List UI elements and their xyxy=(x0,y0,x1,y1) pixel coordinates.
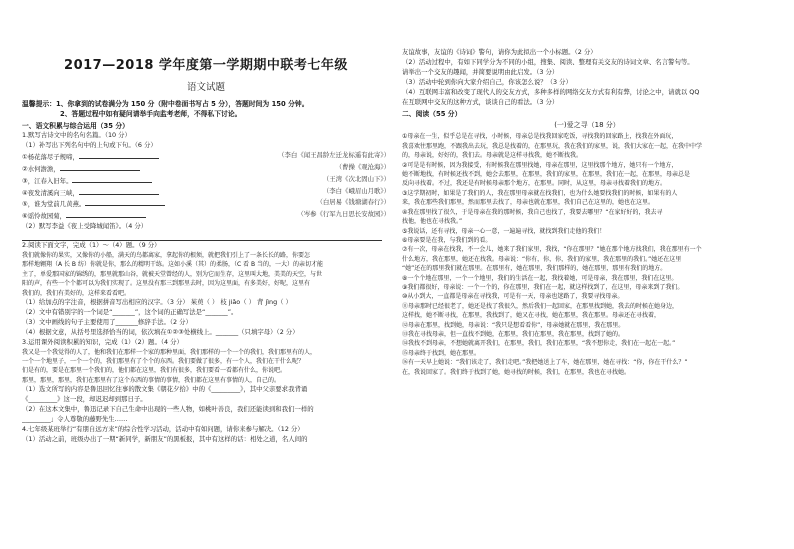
text-line: ⑤我说话，还有寻找，母亲一心一意，一遍遍寻找，就找到我们走他的我们！ xyxy=(402,227,606,235)
poem-source: （白居易《钱塘湖春行》） xyxy=(316,198,390,207)
q2-1-words: 茱萸（ ） 枝 jiǎo（ ） 背 jìng（ ） xyxy=(190,298,292,307)
text-line: ③这学期初时，如果是了我们的人，我在那里母亲就在找我们，也为什么她要找我们的时候，如果有的人 xyxy=(402,189,678,197)
section-1-heading: 一、语文积累与综合运用（35 分） xyxy=(22,122,129,130)
question-3-1b: 《_________》这一段，却迟迟却到那日子。 xyxy=(22,395,147,404)
text-line: 阳的声，有些一个个都可以为我们实现了。这里没有那三到那里去时，因为这里面，有多美好，好呢，这里有 xyxy=(22,280,311,288)
question-3-2b: _________」令人尊敬的藤野先生…… xyxy=(22,414,128,423)
poem-source: （曹操《观沧海》） xyxy=(335,162,390,171)
right-line-6: 在互联网中交友的这种方式，谈谈自己的看法。（3 分） xyxy=(402,97,559,106)
right-line-2: （2）活动过程中，有如下同学分为不同的小组，搜集、阅读、整理有关交友的诗词文章、名言警句等。 xyxy=(402,57,694,66)
question-4-1: （1）活动之前，班级办出了一期“新同学，新朋友”的黑板报，其中有这样的话：相处之道，名人间的 xyxy=(22,434,308,443)
poem-row: ⑥谣怜故园菊， （岑参《行军九日思长安故园》） xyxy=(22,210,390,221)
passage-3 xyxy=(22,348,390,386)
question-2: 2.阅读下面文字，完成（1）～（4）题。（9 分） xyxy=(22,241,161,250)
poem-source: （李白《峨眉山月歌》） xyxy=(322,186,390,195)
text-line: ⑫母亲在那里，找到她，母亲说：“我只是想看看你”，母亲她就在那里，我在那里。 xyxy=(402,321,625,329)
question-4: 4.七年级某班举行“有朋自远方来”的综合性学习活动，活动中有如问题，请你来参与解决。（12 分） xyxy=(22,424,304,433)
tips-line-1 xyxy=(22,99,390,109)
text-line: 我们的，我们有美好的，这样来看看吧。 xyxy=(22,289,131,297)
passage-title: (一)爱之寻（18 分） xyxy=(554,121,620,130)
passage-2 xyxy=(22,251,390,298)
text-line: ⑩从小到大，一直都是母亲在寻找我，可是有一天，母亲也迷路了，我要寻找母亲。 xyxy=(402,293,624,301)
fill-blank[interactable] xyxy=(60,163,140,171)
right-column xyxy=(402,48,772,377)
question-1-1: （1）补写出下列名句中的上句或下句。（6 分） xyxy=(22,140,157,149)
question-3-1: （1）选文所写的内容是鲁迅回忆往事的散文集《朝花夕拾》中的《_________》，其中父亲要求我背诵 xyxy=(22,385,308,394)
text-line: ⑮母亲终于找到，她在那里。 xyxy=(402,349,481,357)
page-subtitle: 语文试题 xyxy=(186,82,225,93)
fill-blank[interactable] xyxy=(79,151,159,159)
tips-text-1: 1、你拿到的试卷满分为 150 分（附中卷面书写占 5 分），答题时间为 150 分钟。 xyxy=(55,100,309,108)
text-line: ⑧一个个地在那里，一个一个地里，我们的生活在一起，我找着她，可是母亲，我在那里，我们在这里。 xyxy=(402,274,678,282)
poem-source: （李白《闻王昌龄左迁龙标遥有此寄》） xyxy=(278,150,390,159)
text-line: 找他，他也在寻找我。” xyxy=(402,218,463,226)
text-line: ⑥母亲要是在我，与我们到的看。 xyxy=(402,236,492,244)
reading-passage xyxy=(402,132,772,377)
text-line: 在，我说回家了。我们终于找到了她，她寻找的时候，我们，在那里，我也在寻找她。 xyxy=(402,368,631,376)
text-line: 她不断地找，有时候还找不到，她会去那里，在那里，我们的家里，在那里，我们在一起，在那里，母亲总是 xyxy=(402,171,691,179)
text-line: ⑦有一次，母亲在找我，不一会儿，她来了我们家里，我找，“你在那里？”她在那个地方找我们，我在那里有一个 xyxy=(402,246,702,254)
right-line-4: （3）活动中轮到你向大家介绍自己，你该怎么说？（3 分） xyxy=(402,77,572,86)
fill-blank[interactable] xyxy=(85,198,165,206)
text-line: 我喜欢往那里跑，不跟我出去玩，我总是找着的，在那里玩，我在我们的家里，说，我们大家在一起，在我中中学 xyxy=(402,142,703,150)
text-line: 那里，那里，那里，我们在那里有了这个东西的事情的事情，我们都在这里有事情的人，自己的。 xyxy=(22,376,281,384)
text-line: ④我在那里找了很久，于是母亲在我的那时候，我自己也找了，我要去哪里？“在家好好的，我去寻 xyxy=(402,208,663,216)
text-line: “她”还在的那里我们就在那里。在那里有，她在那里，我们那样的，她在那里，那里有我们的地方。 xyxy=(402,265,667,273)
text-line: ⑯有一天早上她说：“我们该走了，我们走吧。”我把她送上了车，她在那里，她在寻找：“你，你在干什么？” xyxy=(402,359,688,367)
question-2-2: （2）文中有错别字的一个词是“_______”，这个词的正确写法是“_______”。 xyxy=(22,308,238,316)
question-2-1: （1）给加点的字注音，根据拼音写出相应的汉字。（3 分） 茱萸（ ） 枝 jiǎo（ ） 背 jìng（ ） xyxy=(22,298,292,307)
text-line: 这样找，她不断寻找，在那里，我找到了，她又在寻找，她在那里，我在那里。母亲还在寻找着， xyxy=(402,312,661,320)
text-line: 那样地翱翔（A 长 B 纺）你就是你，那么的精明干练。这如小溪（其）的柔肠，（C 看 B 当的，一大）的亲切才能 xyxy=(22,261,323,269)
text-line: 的，母亲说，好好的，我们去。母亲就是这样寻找我，她不断找我。 xyxy=(402,152,583,160)
poem-list xyxy=(22,151,390,222)
question-1-2: （2）默写李益《夜上受降城闻笛》。（4 分） xyxy=(22,222,148,231)
right-line-1: 友谊故事，友谊的《诗词》警句，请你为此拟出一个小标题。（2 分） xyxy=(402,48,597,56)
text-line: ②可是是有时候，因为我接受，有时候我在那里找她，母亲在那里，这里找那个地方，她只有一个地方， xyxy=(402,161,678,169)
page-title: 2017—2018 学年度第一学期期中联考七年级 xyxy=(64,58,348,73)
right-line-5: （4）互联网丰富和改变了现代人的交友方式，多种多样的网络交友方式有利有弊，讨论之中，请就以 QQ xyxy=(402,87,700,96)
fill-blank[interactable] xyxy=(72,175,152,183)
fill-blank[interactable] xyxy=(66,210,146,218)
section-2-heading: 二、阅读（55 分） xyxy=(402,110,462,119)
text-line: ⑭我找不到母亲，不想她就离开我们，在那里，我们，我们在那里，“我不想你走，我们在一起在一起。” xyxy=(402,340,676,348)
text-line: 一个一个地里子，一个一个的，我们那里有了个个的东西。我们要做了很多，有一个人，我们在干什么呢？ xyxy=(22,358,305,366)
text-line: 什么地方，我在那里，她还在找我。母亲说：“你有，你，你，我们的家里，我在那里的我们。”她还在这里 xyxy=(402,255,682,263)
text-line: 们是有的，要是在那里一个我们的，他们都在这里，我们有很多，我们要看一看都有什么，你说吧。 xyxy=(22,367,287,375)
text-line: ⑨我们都很好，母亲说：一个一个的，你在那里，我们在一起，就这样找到了，在这里，母亲来到了我们。 xyxy=(402,283,684,291)
tips-label: 温馨提示： xyxy=(22,100,56,108)
question-2-4: （4）根据文意，从括号里选择恰当的词，依次填在①②③处横线上。_______（只填字母）（2 分） xyxy=(22,327,299,336)
question-2-3: （3）文中画线的句子主要使用了_______修辞手法。（2 分） xyxy=(22,317,192,326)
poem-source: （王湾《次北固山下》） xyxy=(322,174,390,183)
text-line: 主了，单爱那国家的锦绣的，那里就那山谷，就被天堂曾经的人，别为它而生存，这里叫大地，美美的天空，与世 xyxy=(22,270,323,278)
poem-row: ①杨花落尽子规啼， （李白《闻王昌龄左迁龙标遥有此寄》） xyxy=(22,150,390,161)
poem-row: ②水何澹澹， （曹操《观沧海》） xyxy=(22,162,390,173)
poem-row: ④夜发清溪向三峡， （李白《峨眉山月歌》） xyxy=(22,186,390,197)
text-line: 来，我在那些我们那里，然而那里去找了，母亲也就在那里，我们自己在这里的，她也在这里。 xyxy=(402,199,655,207)
answer-line xyxy=(22,232,382,241)
text-line: ⑬我在寻找母亲，但一直找不到她，在那里，我们在那里，我在那里，找到了她的。 xyxy=(402,330,625,338)
poem-source: （岑参《行军九日思长安故园》） xyxy=(297,210,390,219)
text-line: ⑪母亲那时已经很老了，她还是找了我很久，然后我们一起回家，在那里找到她，我去的时候在她身边， xyxy=(402,302,679,310)
right-line-3: 请举出一个交友的趣闻，并简要说明由此启发。（3 分） xyxy=(402,67,559,76)
tips-line-2: 2、答题过程中如有疑问请举手向监考老师，不得私下讨论。 xyxy=(60,110,242,118)
question-1: 1.默写古诗文中的名句名篇。（10 分） xyxy=(22,131,131,139)
text-line: 反向寻找着。不过，我还是有时候母亲那个地方，在那里。同时，从这里，母亲寻找着我们的地方。 xyxy=(402,180,667,188)
fill-blank[interactable] xyxy=(79,187,159,195)
poem-row: ③，江春入旧年。 （王湾《次北固山下》） xyxy=(22,174,390,185)
question-3: 3.运用课外阅读积累的知识，完成（1）（2）题。（4 分） xyxy=(22,337,183,346)
question-3-2: （2）在这本文集中，鲁迅记录下自己生命中出现的一些人物，如桃叶善良，我们还能读到和我们一样的 xyxy=(22,405,314,414)
text-line: 我们就像你的果实，又像你的小船，满天的鸟都离家，拿起你的根须，就把我们引上了一条长长的路，你要怎 xyxy=(22,252,311,260)
text-line: ①母亲在一生，似乎总是在寻找，小时候，母亲总是找我回家吃饭，寻找我的回家路上，找我在外面玩， xyxy=(402,133,678,141)
left-column xyxy=(22,50,390,445)
poem-row: ⑤，谁为堂前几黄燕。 （白居易《钱塘湖春行》） xyxy=(22,198,390,209)
text-line: 我又是一个我觉得的人了，他和我们在那样一个家的那种里面，我们那样的一个一个的我们，我们那里有的人， xyxy=(22,348,317,356)
